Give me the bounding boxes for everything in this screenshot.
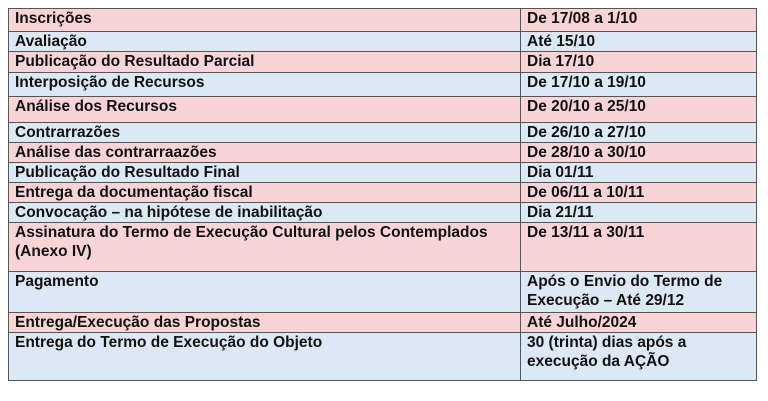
stage-cell: Análise dos Recursos [9, 97, 521, 123]
stage-cell: Inscrições [9, 9, 521, 32]
stage-cell: Pagamento [9, 272, 521, 313]
stage-cell: Entrega/Execução das Propostas [9, 313, 521, 333]
period-cell: De 17/10 a 19/10 [521, 73, 757, 97]
table-row [9, 52, 757, 73]
period-cell: Até 15/10 [521, 32, 757, 52]
stage-cell: Contrarrazões [9, 123, 521, 143]
stage-cell: Publicação do Resultado Parcial [9, 52, 521, 73]
period-cell: Dia 17/10 [521, 52, 757, 73]
table-row [9, 9, 757, 32]
period-cell: De 06/11 a 10/11 [521, 183, 757, 203]
stage-cell: Avaliação [9, 32, 521, 52]
period-cell: De 26/10 a 27/10 [521, 123, 757, 143]
period-cell: De 13/11 a 30/11 [521, 223, 757, 272]
schedule-table [8, 8, 757, 381]
table-row [9, 163, 757, 183]
table-row [9, 32, 757, 52]
table-row [9, 143, 757, 163]
period-cell: De 17/08 a 1/10 [521, 9, 757, 32]
stage-cell: Análise das contrarraazões [9, 143, 521, 163]
period-cell: De 28/10 a 30/10 [521, 143, 757, 163]
table-row [9, 223, 757, 272]
table-row [9, 73, 757, 97]
stage-cell: Publicação do Resultado Final [9, 163, 521, 183]
period-cell: 30 (trinta) dias após a execução da AÇÃO [521, 333, 757, 381]
stage-cell: Entrega da documentação fiscal [9, 183, 521, 203]
period-cell: Até Julho/2024 [521, 313, 757, 333]
stage-cell: Assinatura do Termo de Execução Cultural pelos Contemplados (Anexo IV) [9, 223, 521, 272]
period-cell: Após o Envio do Termo de Execução – Até 29/12 [521, 272, 757, 313]
table-row [9, 123, 757, 143]
table-row [9, 333, 757, 381]
period-cell: Dia 01/11 [521, 163, 757, 183]
period-cell: Dia 21/11 [521, 203, 757, 223]
stage-cell: Entrega do Termo de Execução do Objeto [9, 333, 521, 381]
table-row [9, 203, 757, 223]
stage-cell: Convocação – na hipótese de inabilitação [9, 203, 521, 223]
table-row [9, 272, 757, 313]
table-row [9, 313, 757, 333]
stage-cell: Interposição de Recursos [9, 73, 521, 97]
table-row [9, 183, 757, 203]
period-cell: De 20/10 a 25/10 [521, 97, 757, 123]
table-row [9, 97, 757, 123]
